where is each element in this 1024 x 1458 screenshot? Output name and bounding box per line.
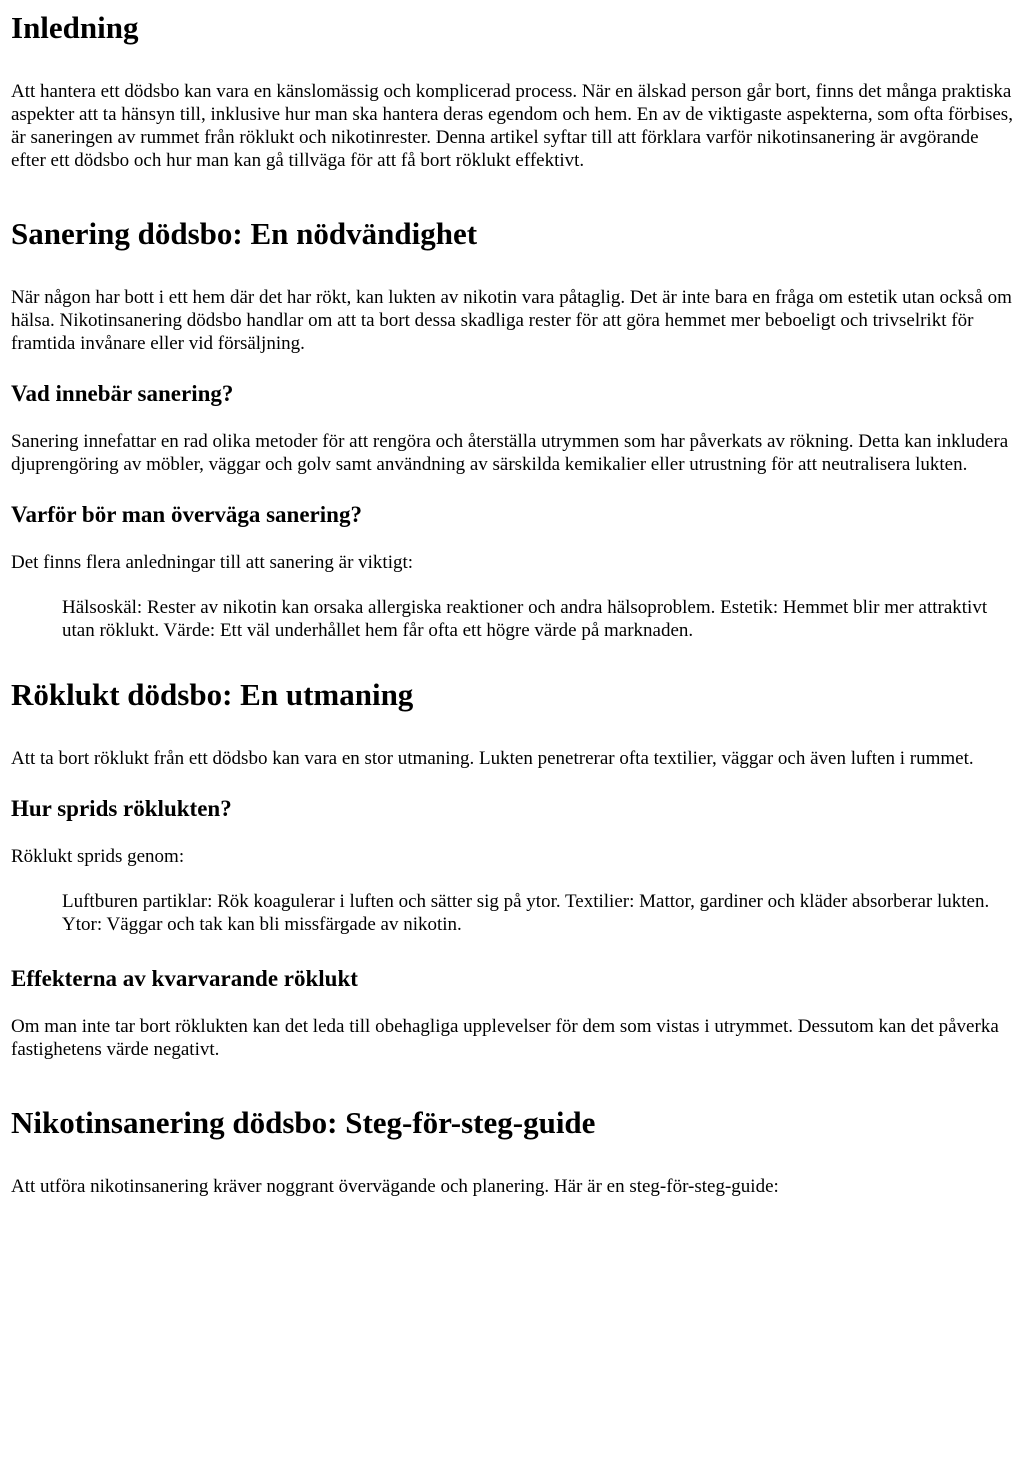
heading-inledning: Inledning [11,10,139,45]
heading-sanering-dodsbo: Sanering dödsbo: En nödvändighet [11,216,478,251]
paragraph-inledning: Att hantera ett dödsbo kan vara en känslomässig och komplicerad process. När en älskad person går bort, finns det många praktiska aspekter att ta hänsyn till, inklusive hur man ska hantera deras egendom och hem. En av de viktigaste aspekterna, som ofta förbises, är saneringen av rummet från röklukt och nikotinrester. Denna artikel syftar till att förklara varför nikotinsanering är avgörande efter ett dödsbo och hur man kan gå tillväga för att få bort röklukt effektivt. [11,81,1013,171]
paragraph-nikotinsanering-guide: Att utföra nikotinsanering kräver noggrant övervägande och planering. Här är en steg-för-steg-guide: [11,1176,779,1197]
paragraph-hur-sprids-roklukten: Röklukt sprids genom: [11,846,185,867]
heading-nikotinsanering-guide: Nikotinsanering dödsbo: Steg-för-steg-guide [11,1105,596,1140]
subheading-hur-sprids-roklukten: Hur sprids röklukten? [11,796,232,821]
subheading-effekterna-roklukt: Effekterna av kvarvarande röklukt [11,966,358,991]
quote-varfor-sanering: Hälsoskäl: Rester av nikotin kan orsaka allergiska reaktioner och andra hälsoproblem. Estetik: Hemmet blir mer attraktivt utan röklukt. Värde: Ett väl underhållet hem får ofta ett högre värde på marknaden. [62,597,988,641]
paragraph-roklukt-dodsbo: Att ta bort röklukt från ett dödsbo kan vara en stor utmaning. Lukten penetrerar ofta textilier, väggar och även luften i rummet. [11,748,974,769]
paragraph-vad-innebar-sanering: Sanering innefattar en rad olika metoder för att rengöra och återställa utrymmen som har påverkats av rökning. Detta kan inkludera djuprengöring av möbler, väggar och golv samt användning av särskilda kemikalier eller utrustning för att neutralisera lukten. [11,431,1009,475]
paragraph-sanering-dodsbo: När någon har bott i ett hem där det har rökt, kan lukten av nikotin vara påtaglig. Det är inte bara en fråga om estetik utan också om hälsa. Nikotinsanering dödsbo handlar om att ta bort dessa skadliga rester för att göra hemmet mer beboeligt och trivselrikt för framtida invånare eller vid försäljning. [11,287,1012,354]
paragraph-effekterna-roklukt: Om man inte tar bort röklukten kan det leda till obehagliga upplevelser för dem som vistas i utrymmet. Dessutom kan det påverka fastighetens värde negativt. [11,1016,999,1060]
quote-hur-sprids-roklukten: Luftburen partiklar: Rök koagulerar i luften och sätter sig på ytor. Textilier: Mattor, gardiner och kläder absorberar lukten. Ytor: Väggar och tak kan bli missfärgade av nikotin. [62,891,990,935]
subheading-varfor-sanering: Varför bör man överväga sanering? [11,502,362,527]
document-page [0,10,1024,1198]
paragraph-varfor-sanering: Det finns flera anledningar till att sanering är viktigt: [11,552,414,573]
subheading-vad-innebar-sanering: Vad innebär sanering? [11,381,234,406]
heading-roklukt-dodsbo: Röklukt dödsbo: En utmaning [11,677,414,712]
